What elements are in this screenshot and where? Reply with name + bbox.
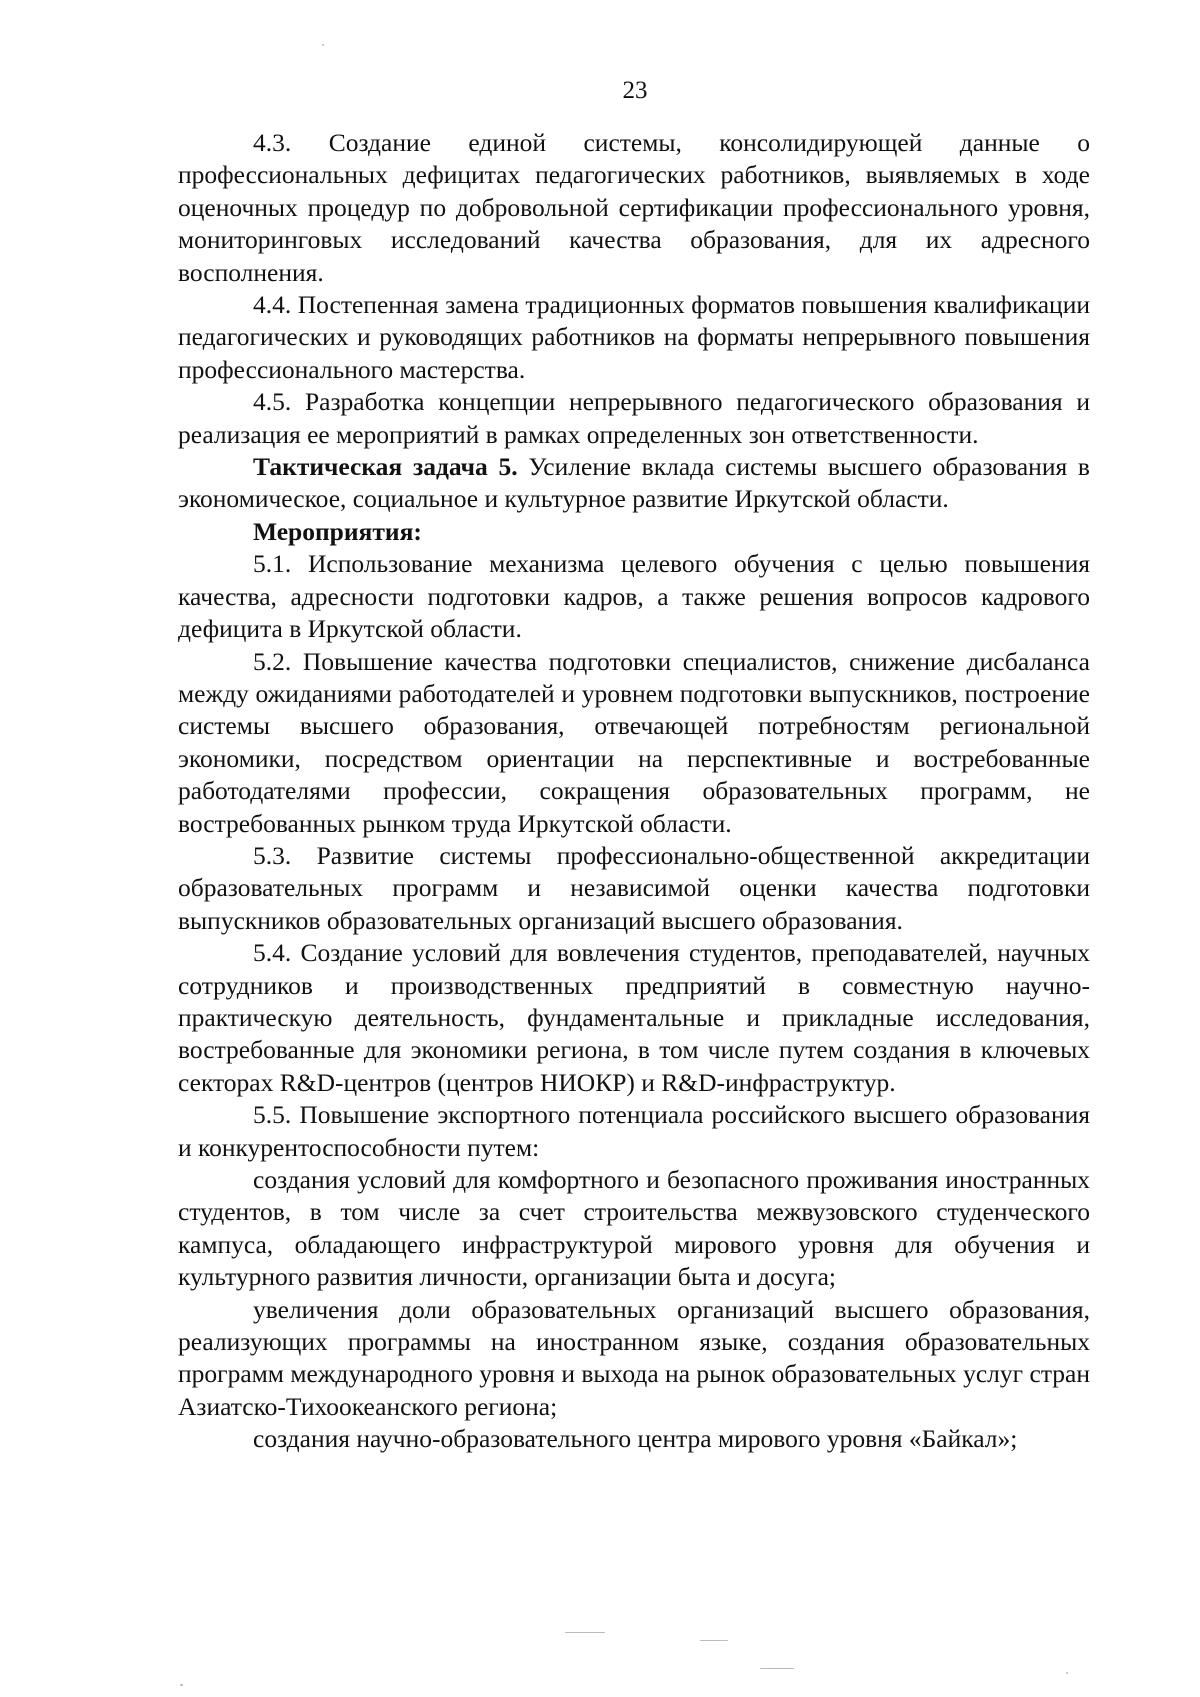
paragraph-5-5-a: создания условий для комфортного и безопасного проживания иностранных студентов, в том числе за счет строительства межвузовского студенческого кампуса, обладающего инфраструктурой мирового уровня для обучения и культурного развития личности, организации быта и досуга;	[178, 1165, 1090, 1292]
paragraph-5-2: 5.2. Повышение качества подготовки специалистов, снижение дисбаланса между ожиданиями работодателей и уровнем подготовки выпускников, построение системы высшего образования, отвечающей потребностям региональной экономики, посредством ориентации на перспективные и востребованные работодателями профессии, сокращения образовательных программ, не востребованных рынком труда Иркутской области.	[178, 646, 1090, 838]
scan-speck	[322, 44, 324, 46]
scan-speck	[180, 1684, 183, 1686]
paragraph-4-4: 4.4. Постепенная замена традиционных форматов повышения квалификации педагогических и руководящих работников на форматы непрерывного повышения профессионального мастерства.	[178, 290, 1090, 384]
scan-speck	[760, 1668, 794, 1669]
paragraph-5-1: 5.1. Использование механизма целевого обучения с целью повышения качества, адресности подготовки кадров, а также решения вопросов кадрового дефицита в Иркутской области.	[178, 549, 1090, 644]
paragraph-4-3: 4.3. Создание единой системы, консолидирующей данные о профессиональных дефицитах педагогических работников, выявляемых в ходе оценочных процедур по добровольной сертификации профессионального уровня, мониторинговых исследований качества образования, для их адресного восполнения.	[178, 128, 1090, 287]
scan-speck	[565, 1632, 605, 1633]
paragraph-5-5-b: увеличения доли образовательных организаций высшего образования, реализующих программы на иностранном языке, создания образовательных программ международного уровня и выхода на рынок образовательных услуг стран Азиатско-Тихоокеанского региона;	[178, 1294, 1090, 1421]
tactical-task-5-label: Тактическая задача 5.	[253, 452, 518, 482]
scan-speck	[1066, 1672, 1068, 1674]
tactical-task-5-text: Усиление вклада системы высшего образования в экономическое, социальное и культурное развитие Иркутской области.	[178, 452, 1090, 514]
scan-speck	[700, 1640, 728, 1641]
paragraph-5-3: 5.3. Развитие системы профессионально-общественной аккредитации образовательных программ и независимой оценки качества подготовки выпускников образовательных организаций высшего образования.	[178, 840, 1090, 935]
measures-heading: Мероприятия:	[253, 516, 422, 546]
paragraph-5-5-c: создания научно-образовательного центра мирового уровня «Байкал»;	[253, 1424, 1018, 1454]
paragraph-5-5: 5.5. Повышение экспортного потенциала российского высшего образования и конкурентоспособности путем:	[178, 1100, 1090, 1162]
paragraph-4-5: 4.5. Разработка концепции непрерывного педагогического образования и реализация ее мероприятий в рамках определенных зон ответственности.	[178, 387, 1090, 449]
tactical-task-5	[178, 451, 1090, 516]
document-body	[178, 127, 1090, 1456]
paragraph-5-4: 5.4. Создание условий для вовлечения студентов, преподавателей, научных сотрудников и производственных предприятий в совместную научно-практическую деятельность, фундаментальные и прикладные исследования, востребованные для экономики региона, в том числе путем создания в ключевых секторах R&D-центров (центров НИОКР) и R&D-инфраструктур.	[178, 938, 1090, 1097]
page-number: 23	[622, 77, 648, 104]
